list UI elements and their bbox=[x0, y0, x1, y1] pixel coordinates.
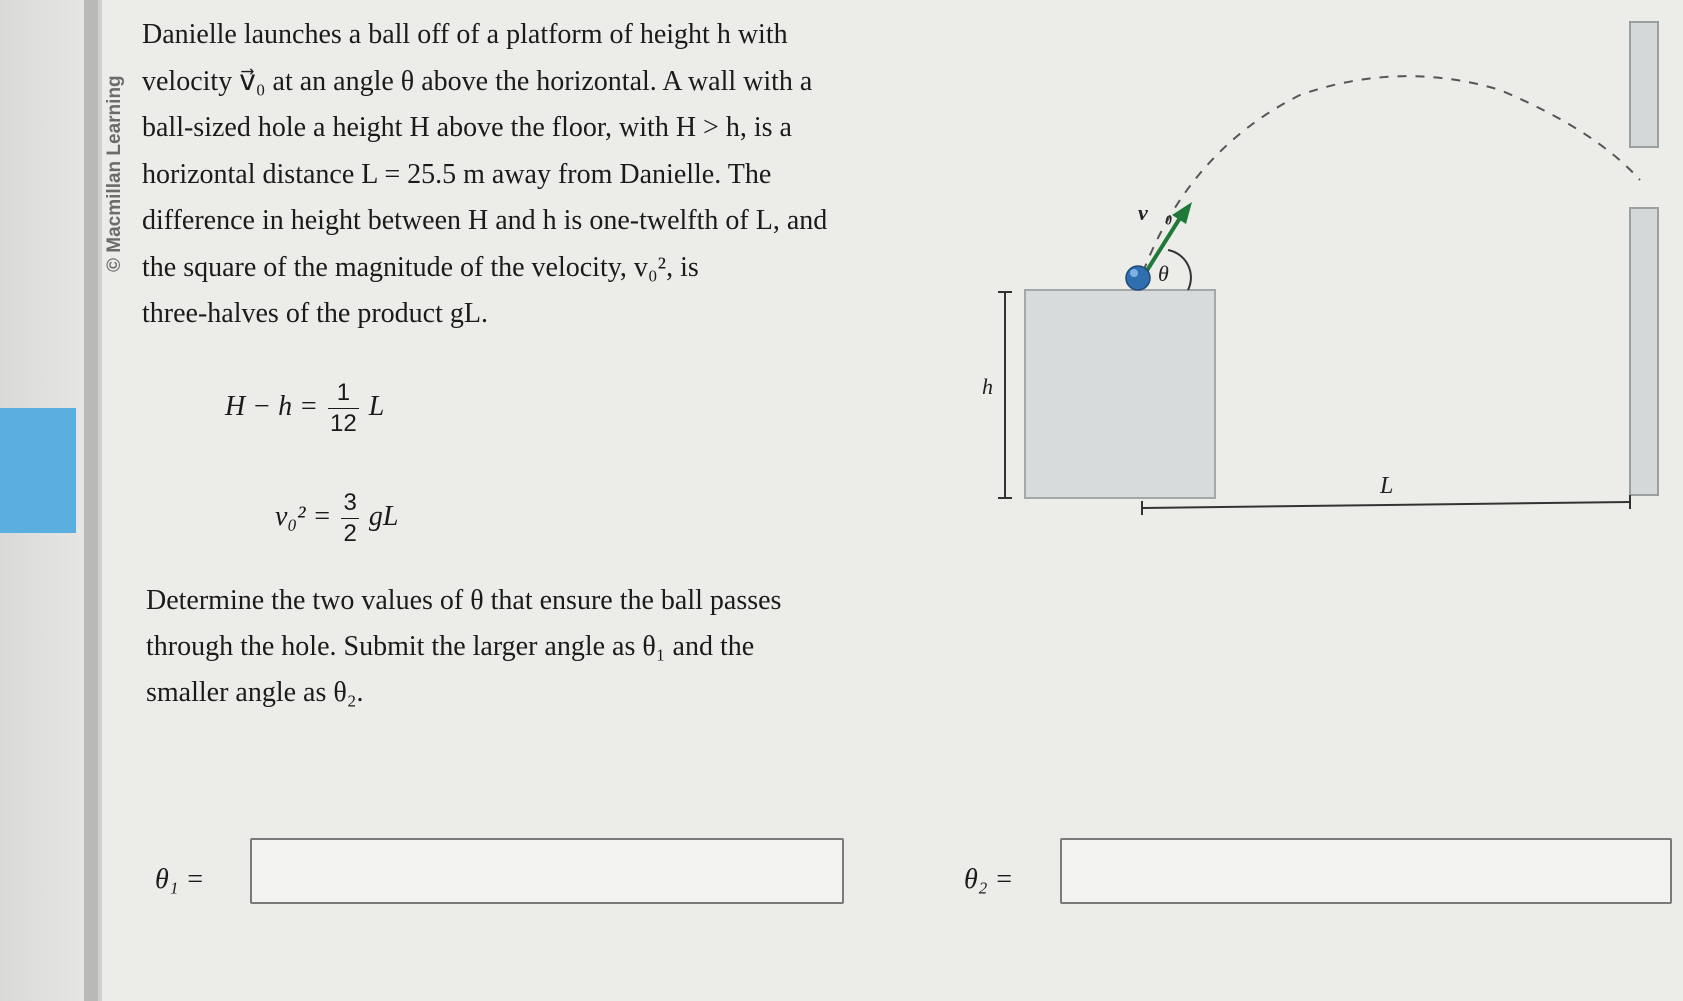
problem-line: velocity v⃗₀ at an angle θ above the horizontal. A wall with a bbox=[142, 65, 813, 97]
wall-lower bbox=[1630, 208, 1658, 495]
problem-line: ball-sized hole a height H above the floor, with H > h, is a bbox=[142, 112, 792, 143]
equation-lhs: H − h = bbox=[225, 390, 319, 422]
problem-line: horizontal distance L = 25.5 m away from Danielle. The bbox=[142, 158, 772, 190]
equation-lhs: v₀² = bbox=[275, 500, 332, 532]
problem-line: the square of the magnitude of the velocity, v₀², is bbox=[142, 251, 699, 283]
problem-line: three-halves of the product gL. bbox=[142, 298, 488, 329]
platform bbox=[1025, 290, 1215, 498]
copyright-notice: © Macmillan Learning bbox=[104, 75, 125, 272]
theta2-input[interactable] bbox=[1060, 838, 1672, 904]
fraction-denominator: 2 bbox=[343, 520, 357, 547]
velocity-label: v⃗₀ bbox=[1138, 200, 1173, 225]
problem-line: Danielle launches a ball off of a platform of height h with bbox=[142, 19, 788, 50]
question-line: smaller angle as θ₂. bbox=[146, 677, 364, 708]
question-line: Determine the two values of θ that ensure the ball passes bbox=[146, 585, 782, 616]
equation-rhs: gL bbox=[368, 500, 399, 532]
fraction-numerator: 1 bbox=[328, 378, 359, 409]
fraction-numerator: 3 bbox=[341, 488, 358, 519]
angle-label: θ bbox=[1158, 261, 1169, 286]
angle-arc bbox=[1168, 250, 1191, 290]
theta2-label: θ₂ = bbox=[964, 864, 1014, 895]
fraction-denominator: 12 bbox=[330, 410, 357, 437]
question-line: through the hole. Submit the larger angle as θ₁ and the bbox=[146, 631, 755, 662]
equation-rhs: L bbox=[368, 390, 385, 422]
theta1-input[interactable] bbox=[250, 838, 844, 904]
distance-label: L bbox=[1380, 473, 1394, 499]
problem-line: difference in height between H and h is one-twelfth of L, and bbox=[142, 205, 828, 236]
ball-highlight bbox=[1130, 269, 1138, 277]
wall-upper bbox=[1630, 22, 1658, 147]
distance-dimension-line bbox=[1142, 502, 1630, 508]
velocity-arrowhead bbox=[1172, 202, 1192, 224]
trajectory-path bbox=[1143, 76, 1640, 272]
height-label: h bbox=[982, 374, 993, 399]
ball bbox=[1126, 266, 1150, 290]
theta1-label: θ₁ = bbox=[155, 864, 205, 895]
